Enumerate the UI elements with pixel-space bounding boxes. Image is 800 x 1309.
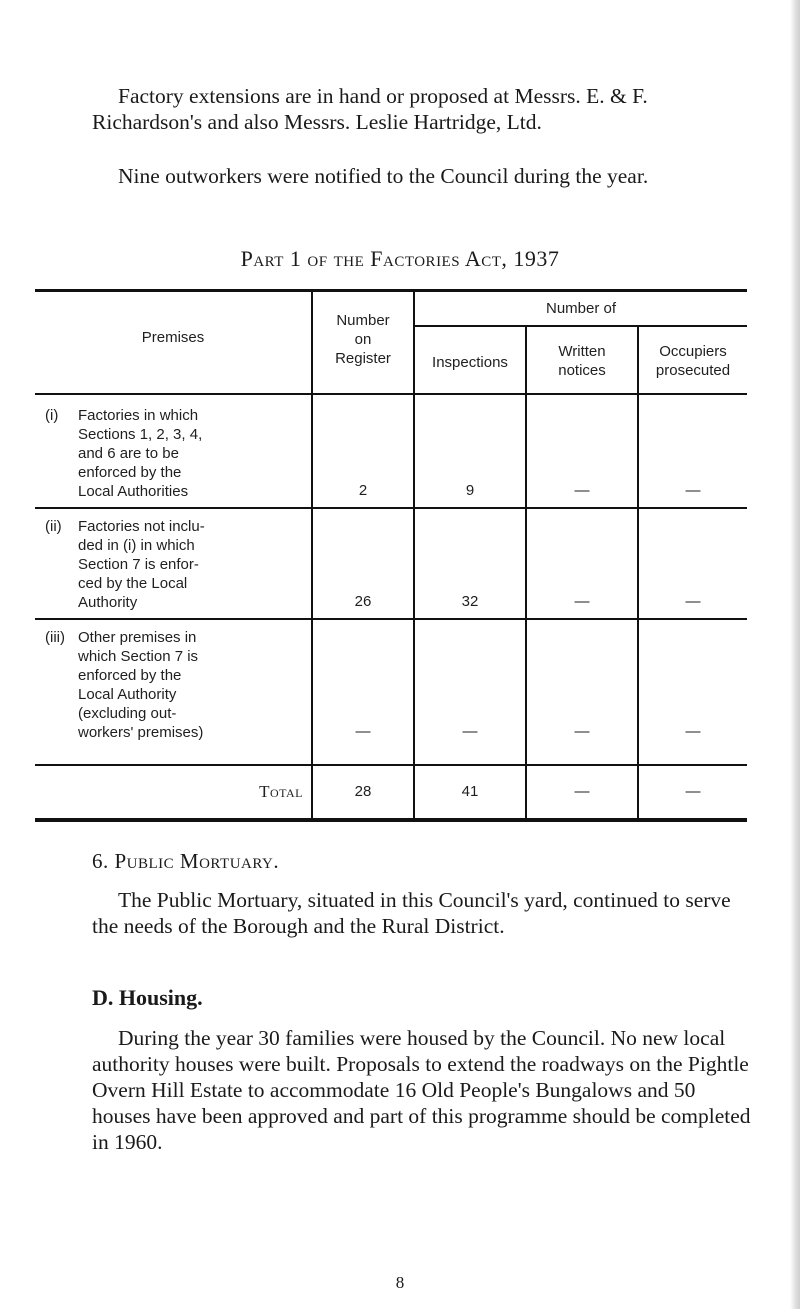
row-3-rule (35, 764, 747, 766)
row-iii-inspections: — (462, 723, 478, 740)
row-ii-register: 26 (354, 593, 372, 610)
col-divider-3 (525, 326, 527, 821)
row-i-register: 2 (358, 482, 368, 499)
factories-act-table: Premises Number on Register Number of Inspections Written notices Occupiers prosecuted (i) Factories in which Sections 1, 2, 3, 4, and 6 are to be enforced by the Local Authorities 2 9 — — (ii) Factories not inclu- ded in (i) in which Section 7 is enfor- ced by the Local Authority 26 32 — — (iii) Other premises in which Section 7 is enforced by the Local Authority (excluding out- workers' premises) — — — — Total 28 41 — — (35, 289, 747, 821)
mortuary-paragraph: The Public Mortuary, situated in this Council's yard, continued to serve the needs of the Borough and the Rural District. (92, 888, 731, 938)
mortuary-heading: 6. Public Mortuary. (92, 849, 280, 873)
row-1-rule (35, 507, 747, 509)
col-divider-1 (311, 289, 313, 821)
header-premises: Premises (141, 329, 205, 346)
intro-paragraph-1: Factory extensions are in hand or proposed at Messrs. E. & F. Richardson's and also Messrs. Leslie Hartridge, Ltd. (92, 84, 648, 134)
total-written-notices: — (574, 783, 590, 800)
header-number-on-register: Number on Register (335, 312, 391, 367)
row-ii-inspections: 32 (461, 593, 479, 610)
row-ii-written-notices: — (574, 593, 590, 610)
row-2-rule (35, 618, 747, 620)
row-iii-written-notices: — (574, 723, 590, 740)
row-i-written-notices: — (574, 482, 590, 499)
row-ii-occupiers-prosecuted: — (685, 593, 701, 610)
row-i-inspections: 9 (465, 482, 475, 499)
number-of-underline (414, 325, 747, 327)
row-iii-occupiers-prosecuted: — (685, 723, 701, 740)
page-edge-shadow (790, 0, 800, 1309)
intro-paragraph-2: Nine outworkers were notified to the Council during the year. (118, 164, 649, 188)
header-inspections: Inspections (432, 354, 508, 371)
col-divider-4 (637, 326, 639, 821)
total-register: 28 (354, 783, 372, 800)
total-label: Total (259, 782, 303, 801)
total-occupiers-prosecuted: — (685, 783, 701, 800)
header-number-of: Number of (545, 300, 617, 317)
table-bottom-rule (35, 818, 747, 822)
header-bottom-rule (35, 393, 747, 395)
table-top-rule (35, 289, 747, 292)
header-occupiers-prosecuted: Occupiers prosecuted (655, 343, 731, 379)
row-i-occupiers-prosecuted: — (685, 482, 701, 499)
part-heading: Part 1 of the Factories Act, 1937 (240, 246, 560, 271)
row-iii-register: — (355, 723, 371, 740)
header-written-notices: Written notices (558, 343, 606, 379)
housing-paragraph: During the year 30 families were housed by the Council. No new local authority houses were built. Proposals to extend the roadways on the Pightle Overn Hill Estate to accommodate 16 Old People's Bungalows and 50 houses have been approved and part of this programme should be completed in 1960. (92, 1026, 751, 1154)
total-inspections: 41 (461, 783, 479, 800)
housing-heading: D. Housing. (92, 985, 203, 1010)
page-number: 8 (395, 1273, 405, 1292)
